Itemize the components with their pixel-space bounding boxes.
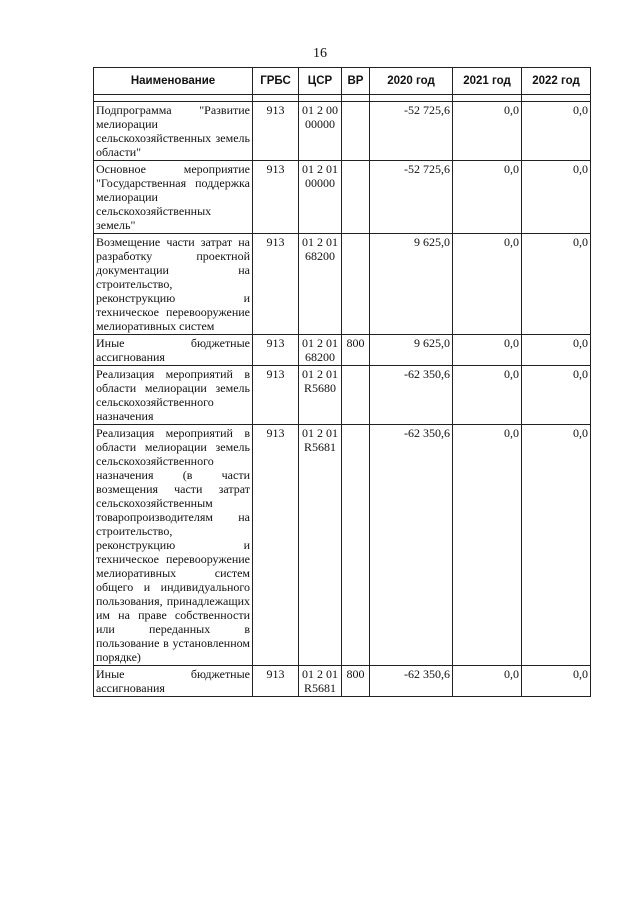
- row-grbs: 913: [253, 234, 299, 335]
- table-row: [94, 366, 591, 425]
- row-name: Возмещение части затрат на разработку проектной документации на строительство, реконструкцию и техническое перевооружение мелиоративных систем: [94, 234, 253, 335]
- row-csr: 01 2 01 R5681: [299, 666, 342, 697]
- header-name: Наименование: [94, 68, 253, 95]
- row-2020: -52 725,6: [370, 102, 453, 161]
- row-grbs: 913: [253, 102, 299, 161]
- row-grbs: 913: [253, 666, 299, 697]
- budget-table: [93, 67, 591, 697]
- row-2022: 0,0: [522, 234, 591, 335]
- row-vr: 800: [342, 666, 370, 697]
- row-name: Основное мероприятие "Государственная поддержка мелиорации сельскохозяйственных земель": [94, 161, 253, 234]
- page-number: 16: [313, 46, 327, 61]
- row-2021: 0,0: [453, 102, 522, 161]
- header-grbs: ГРБС: [253, 68, 299, 95]
- row-2022: 0,0: [522, 102, 591, 161]
- row-csr: 01 2 01 68200: [299, 234, 342, 335]
- row-vr: [342, 366, 370, 425]
- row-grbs: 913: [253, 425, 299, 666]
- table-row: [94, 335, 591, 366]
- row-name: Реализация мероприятий в области мелиорации земель сельскохозяйственного назначения: [94, 366, 253, 425]
- row-csr: 01 2 00 00000: [299, 102, 342, 161]
- row-2021: 0,0: [453, 161, 522, 234]
- row-2022: 0,0: [522, 366, 591, 425]
- row-2020: 9 625,0: [370, 234, 453, 335]
- row-2020: -62 350,6: [370, 366, 453, 425]
- row-grbs: 913: [253, 161, 299, 234]
- row-name: Реализация мероприятий в области мелиорации земель сельскохозяйственного назначения (в части возмещения части затрат сельскохозяйственным товаропроизводителям на строительство, реконструкцию и техническое перевооружение мелиоративных систем общего и индивидуального пользования, принадлежащих им на праве собственности или переданных в пользование в установленном порядке): [94, 425, 253, 666]
- row-2021: 0,0: [453, 335, 522, 366]
- row-2021: 0,0: [453, 366, 522, 425]
- row-vr: [342, 234, 370, 335]
- row-2021: 0,0: [453, 666, 522, 697]
- table-row: [94, 161, 591, 234]
- row-grbs: 913: [253, 335, 299, 366]
- header-2022: 2022 год: [522, 68, 591, 95]
- row-2020: -62 350,6: [370, 425, 453, 666]
- row-2022: 0,0: [522, 161, 591, 234]
- header-csr: ЦСР: [299, 68, 342, 95]
- table-row: [94, 234, 591, 335]
- header-vr: ВР: [342, 68, 370, 95]
- row-csr: 01 2 01 00000: [299, 161, 342, 234]
- row-name: Подпрограмма "Развитие мелиорации сельскохозяйственных земель области": [94, 102, 253, 161]
- row-csr: 01 2 01 R5680: [299, 366, 342, 425]
- table-row: [94, 425, 591, 666]
- header-2021: 2021 год: [453, 68, 522, 95]
- row-2021: 0,0: [453, 425, 522, 666]
- row-vr: [342, 161, 370, 234]
- table-header-row: [94, 68, 591, 95]
- row-vr: [342, 102, 370, 161]
- row-2021: 0,0: [453, 234, 522, 335]
- row-2022: 0,0: [522, 666, 591, 697]
- row-2022: 0,0: [522, 425, 591, 666]
- row-2020: -62 350,6: [370, 666, 453, 697]
- row-2022: 0,0: [522, 335, 591, 366]
- table-row: [94, 102, 591, 161]
- row-csr: 01 2 01 68200: [299, 335, 342, 366]
- row-2020: 9 625,0: [370, 335, 453, 366]
- row-vr: 800: [342, 335, 370, 366]
- row-name: Иные бюджетные ассигнования: [94, 666, 253, 697]
- header-2020: 2020 год: [370, 68, 453, 95]
- row-2020: -52 725,6: [370, 161, 453, 234]
- row-csr: 01 2 01 R5681: [299, 425, 342, 666]
- row-grbs: 913: [253, 366, 299, 425]
- row-name: Иные бюджетные ассигнования: [94, 335, 253, 366]
- table-row: [94, 666, 591, 697]
- header-spacer-row: [94, 95, 591, 102]
- row-vr: [342, 425, 370, 666]
